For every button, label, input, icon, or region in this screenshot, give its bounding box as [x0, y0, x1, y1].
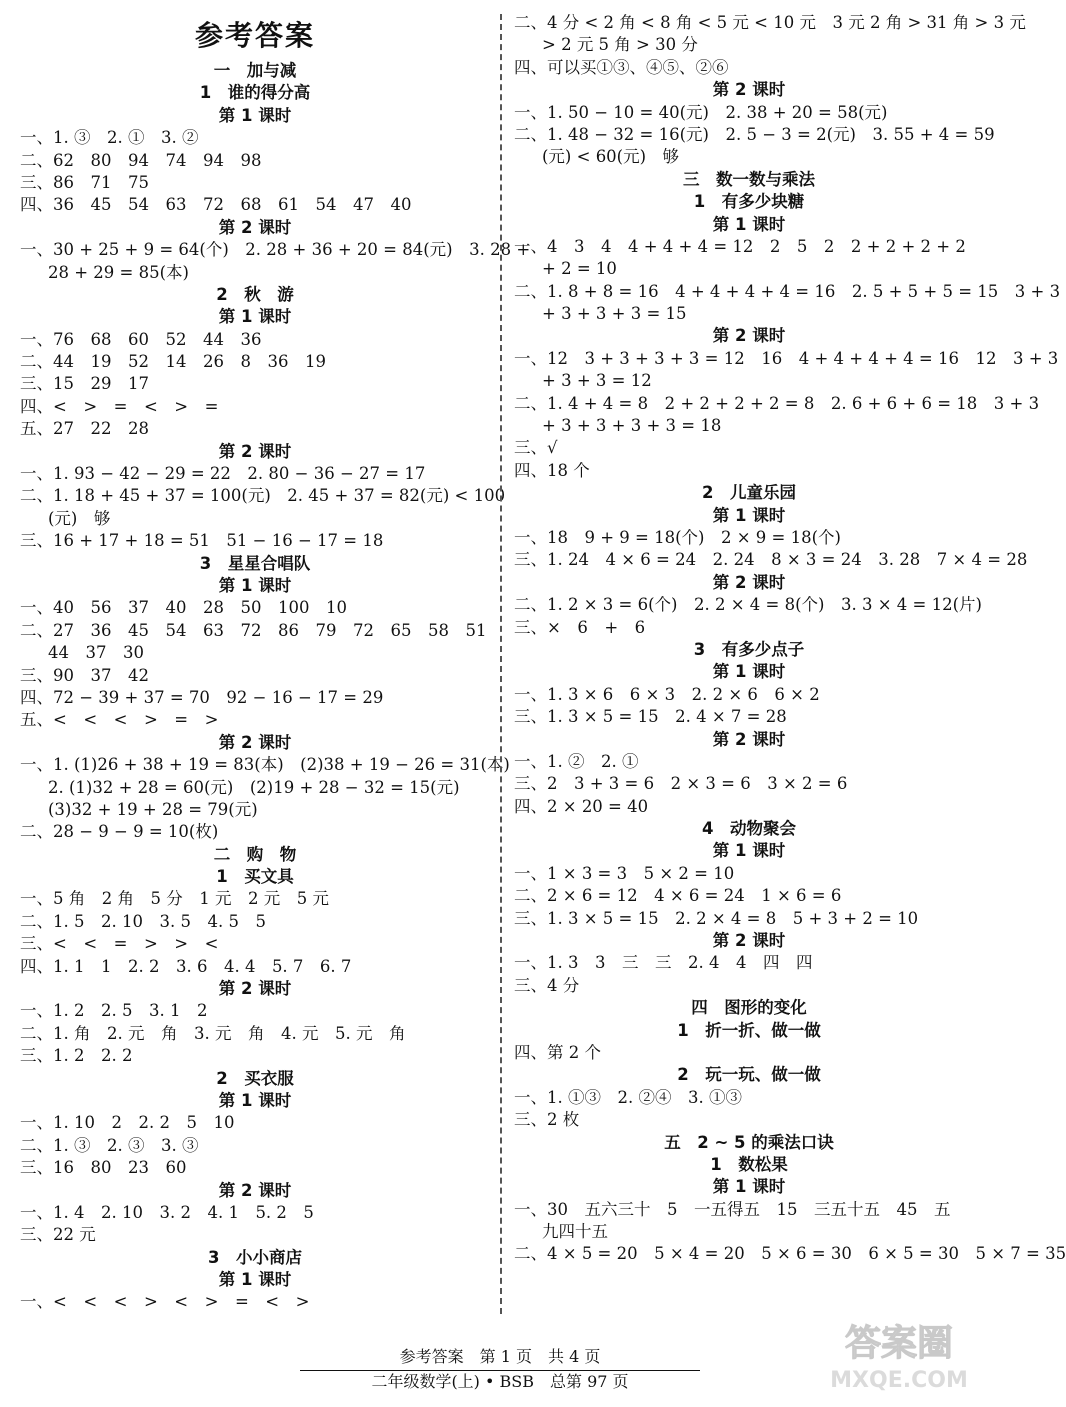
- answer-line: 二、44 19 52 14 26 8 36 19: [20, 352, 326, 372]
- section-heading: 第 2 课时: [218, 732, 292, 752]
- answer-line: 二、1. 角 2. 元 角 3. 元 角 4. 元 5. 元 角: [20, 1023, 406, 1043]
- section-heading: 第 1 课时: [712, 1177, 786, 1197]
- answer-line: 一、1. 2 2. 5 3. 1 2: [20, 1001, 208, 1021]
- section-heading: 2 买衣服: [216, 1068, 294, 1088]
- section-heading: 一 加与减: [213, 61, 297, 80]
- watermark-logo-text: 答案圈: [844, 1323, 954, 1364]
- section-heading: 第 2 课时: [712, 931, 786, 951]
- answer-line: 一、1. 93 − 42 − 29 = 22 2. 80 − 36 − 27 = 17: [20, 464, 426, 484]
- section-heading: 第 1 课时: [218, 307, 292, 327]
- answer-line: 三、86 71 75: [20, 172, 149, 192]
- section-heading: 1 数松果: [710, 1154, 788, 1174]
- answer-line: 五、27 22 28: [20, 419, 149, 439]
- section-heading: 第 1 课时: [712, 841, 786, 861]
- section-heading: 2 儿童乐园: [702, 483, 796, 503]
- answer-line: 四、72 − 39 + 37 = 70 92 − 16 − 17 = 29: [20, 687, 384, 707]
- footer-page-info: 参考答案 第 1 页 共 4 页: [300, 1346, 700, 1371]
- section-heading: 1 有多少块糖: [693, 192, 805, 212]
- right-column: [514, 12, 1066, 1266]
- right-answer-list: [514, 12, 1066, 1266]
- answer-line: 一、1. 50 − 10 = 40(元) 2. 38 + 20 = 58(元): [514, 102, 888, 122]
- page-footer: [300, 1346, 700, 1393]
- answer-line: 一、1 × 3 = 3 5 × 2 = 10: [514, 863, 735, 883]
- column-divider: [500, 14, 502, 1314]
- answer-line: 三、1. 3 × 5 = 15 2. 2 × 4 = 8 5 + 3 + 2 = 10: [514, 908, 919, 928]
- section-heading: 三 数一数与乘法: [683, 169, 815, 189]
- left-column: [20, 12, 531, 1314]
- answer-line: 二、28 − 9 − 9 = 10(枚): [20, 822, 219, 842]
- answer-line: 五、< < < > = >: [20, 710, 219, 730]
- section-heading: 4 动物聚会: [702, 819, 796, 839]
- answer-line: 一、1. (1)26 + 38 + 19 = 83(本) (2)38 + 19 − 26 = 31(本): [20, 755, 510, 775]
- section-heading: 二 购 物: [213, 844, 297, 864]
- section-heading: 四 图形的变化: [691, 998, 807, 1018]
- answer-line: 三、< < = > > <: [20, 934, 219, 954]
- answer-line: 一、30 五六三十 5 一五得五 15 三五十五 45 五: [514, 1199, 951, 1219]
- answer-line: 四、1. 1 1 2. 2 3. 6 4. 4 5. 7 6. 7: [20, 956, 352, 976]
- answer-line: 二、1. 2 × 3 = 6(个) 2. 2 × 4 = 8(个) 3. 3 × 4 = 12(片): [514, 595, 982, 615]
- answer-line: 二、2 × 6 = 12 4 × 6 = 24 1 × 6 = 6: [514, 886, 842, 906]
- answer-line: 一、1. ② 2. ①: [514, 751, 639, 771]
- section-heading: 第 2 课时: [218, 217, 292, 237]
- answer-line: 四、18 个: [514, 460, 590, 480]
- answer-line: 三、4 分: [514, 975, 580, 995]
- section-heading: 3 有多少点子: [693, 639, 805, 659]
- answer-line-continued: (3)32 + 19 + 28 = 79(元): [48, 799, 258, 819]
- watermark-url-text: MXQE.COM: [830, 1368, 968, 1393]
- answer-line: 一、18 9 + 9 = 18(个) 2 × 9 = 18(个): [514, 527, 841, 547]
- section-heading: 第 2 课时: [712, 80, 786, 100]
- answer-line: 二、4 × 5 = 20 5 × 4 = 20 5 × 6 = 30 6 × 5 = 30 5 × 7 = 35: [514, 1244, 1066, 1264]
- answer-line: 二、1. 5 2. 10 3. 5 4. 5 5: [20, 911, 266, 931]
- answer-line: 三、× 6 + 6: [514, 617, 646, 637]
- section-heading: 3 星星合唱队: [199, 553, 311, 573]
- footer-book-info: 二年级数学(上) • BSB 总第 97 页: [371, 1372, 629, 1391]
- answer-line: 四、36 45 54 63 72 68 61 54 47 40: [20, 195, 412, 215]
- answer-line: 一、1. 4 2. 10 3. 2 4. 1 5. 2 5: [20, 1202, 314, 1222]
- answer-line: 四、< > = < > =: [20, 396, 219, 416]
- section-heading: 第 2 课时: [712, 729, 786, 749]
- answer-line-continued: (元) < 60(元) 够: [542, 147, 680, 167]
- answer-line: 三、2 枚: [514, 1110, 580, 1130]
- answer-line-continued: 2. (1)32 + 28 = 60(元) (2)19 + 28 − 32 = 15(元): [48, 777, 460, 797]
- answer-line: 四、第 2 个: [514, 1042, 601, 1062]
- answer-line: 三、1. 3 × 5 = 15 2. 4 × 7 = 28: [514, 707, 787, 727]
- answer-line: 一、< < < > < > = < >: [20, 1292, 310, 1312]
- answer-line-continued: 28 + 29 = 85(本): [48, 262, 189, 282]
- section-heading: 1 买文具: [216, 867, 294, 887]
- section-heading: 第 2 课时: [712, 326, 786, 346]
- answer-line: 三、16 80 23 60: [20, 1158, 187, 1178]
- answer-line: 一、40 56 37 40 28 50 100 10: [20, 598, 347, 618]
- left-answer-list: [20, 60, 531, 1314]
- section-heading: 3 小小商店: [208, 1247, 302, 1267]
- answer-line: 二、4 分 < 2 角 < 8 角 < 5 元 < 10 元 3 元 2 角 > 31 角 > 3 元: [514, 13, 1026, 32]
- answer-line: 二、27 36 45 54 63 72 86 79 72 65 58 51: [20, 620, 487, 640]
- section-heading: 五 2 ~ 5 的乘法口诀: [664, 1132, 834, 1152]
- answer-line-continued: (元) 够: [48, 508, 111, 528]
- answer-line: 一、30 + 25 + 9 = 64(个) 2. 28 + 36 + 20 = 84(元) 3. 28 +: [20, 240, 531, 260]
- answer-line-continued: + 3 + 3 + 3 = 15: [542, 304, 687, 324]
- answer-line-continued: + 3 + 3 = 12: [542, 371, 652, 391]
- answer-line: 三、2 3 + 3 = 6 2 × 3 = 6 3 × 2 = 6: [514, 774, 848, 794]
- section-heading: 1 折一折、做一做: [677, 1020, 821, 1040]
- page-title: 参考答案: [194, 19, 315, 52]
- answer-line: 一、1. 3 × 6 6 × 3 2. 2 × 6 6 × 2: [514, 684, 820, 704]
- section-heading: 第 1 课时: [218, 575, 292, 595]
- answer-line: 四、可以买①③、④⑤、②⑥: [514, 57, 729, 77]
- answer-line: 二、1. 18 + 45 + 37 = 100(元) 2. 45 + 37 = 82(元) < 100: [20, 486, 506, 506]
- watermark-logo: [804, 1307, 994, 1397]
- answer-line: 三、1. 2 2. 2: [20, 1046, 133, 1066]
- answer-line: 三、22 元: [20, 1225, 96, 1245]
- answer-line: 二、1. ③ 2. ③ 3. ③: [20, 1135, 199, 1155]
- answer-line: 一、5 角 2 角 5 分 1 元 2 元 5 元: [20, 889, 329, 909]
- answer-line-continued: 44 37 30: [48, 643, 144, 663]
- answer-line: 三、16 + 17 + 18 = 51 51 − 16 − 17 = 18: [20, 531, 384, 551]
- section-heading: 第 1 课时: [218, 105, 292, 125]
- answer-line: 三、15 29 17: [20, 374, 149, 394]
- answer-line: 二、62 80 94 74 94 98: [20, 150, 262, 170]
- answer-line: 三、90 37 42: [20, 665, 149, 685]
- answer-line: 一、12 3 + 3 + 3 + 3 = 12 16 4 + 4 + 4 + 4 = 16 12 3 + 3: [514, 348, 1059, 368]
- answer-line: 一、4 3 4 4 + 4 + 4 = 12 2 5 2 2 + 2 + 2 + 2: [514, 236, 966, 256]
- section-heading: 第 1 课时: [712, 505, 786, 525]
- answer-line-continued: > 2 元 5 角 > 30 分: [542, 35, 698, 55]
- section-heading: 1 谁的得分高: [199, 83, 311, 103]
- answer-line-continued: + 2 = 10: [542, 259, 617, 279]
- answer-line: 一、1. ③ 2. ① 3. ②: [20, 128, 199, 148]
- answer-line: 三、1. 24 4 × 6 = 24 2. 24 8 × 3 = 24 3. 28 7 × 4 = 28: [514, 550, 1028, 570]
- answer-line: 三、√: [514, 438, 558, 458]
- section-heading: 第 1 课时: [218, 1090, 292, 1110]
- answer-line: 一、76 68 60 52 44 36: [20, 329, 262, 349]
- answer-line: 四、2 × 20 = 40: [514, 796, 649, 816]
- answer-line-continued: 九四十五: [542, 1222, 608, 1242]
- section-heading: 第 1 课时: [712, 214, 786, 234]
- section-heading: 第 2 课时: [218, 1180, 292, 1200]
- answer-line: 二、1. 48 − 32 = 16(元) 2. 5 − 3 = 2(元) 3. 55 + 4 = 59: [514, 124, 995, 144]
- answer-line: 一、1. ①③ 2. ②④ 3. ①③: [514, 1087, 742, 1107]
- answer-line: 二、1. 4 + 4 = 8 2 + 2 + 2 + 2 = 8 2. 6 + 6 + 6 = 18 3 + 3: [514, 393, 1040, 413]
- answer-line: 一、1. 10 2 2. 2 5 10: [20, 1113, 235, 1133]
- answer-line-continued: + 3 + 3 + 3 + 3 = 18: [542, 416, 722, 436]
- section-heading: 第 2 课时: [218, 979, 292, 999]
- section-heading: 第 2 课时: [218, 441, 292, 461]
- section-heading: 2 玩一玩、做一做: [677, 1065, 821, 1085]
- answer-line: 二、1. 8 + 8 = 16 4 + 4 + 4 + 4 = 16 2. 5 + 5 + 5 = 15 3 + 3: [514, 281, 1061, 301]
- section-heading: 2 秋 游: [216, 284, 294, 304]
- section-heading: 第 2 课时: [712, 572, 786, 592]
- answer-line: 一、1. 3 3 三 三 2. 4 4 四 四: [514, 953, 813, 973]
- section-heading: 第 1 课时: [712, 662, 786, 682]
- section-heading: 第 1 课时: [218, 1270, 292, 1290]
